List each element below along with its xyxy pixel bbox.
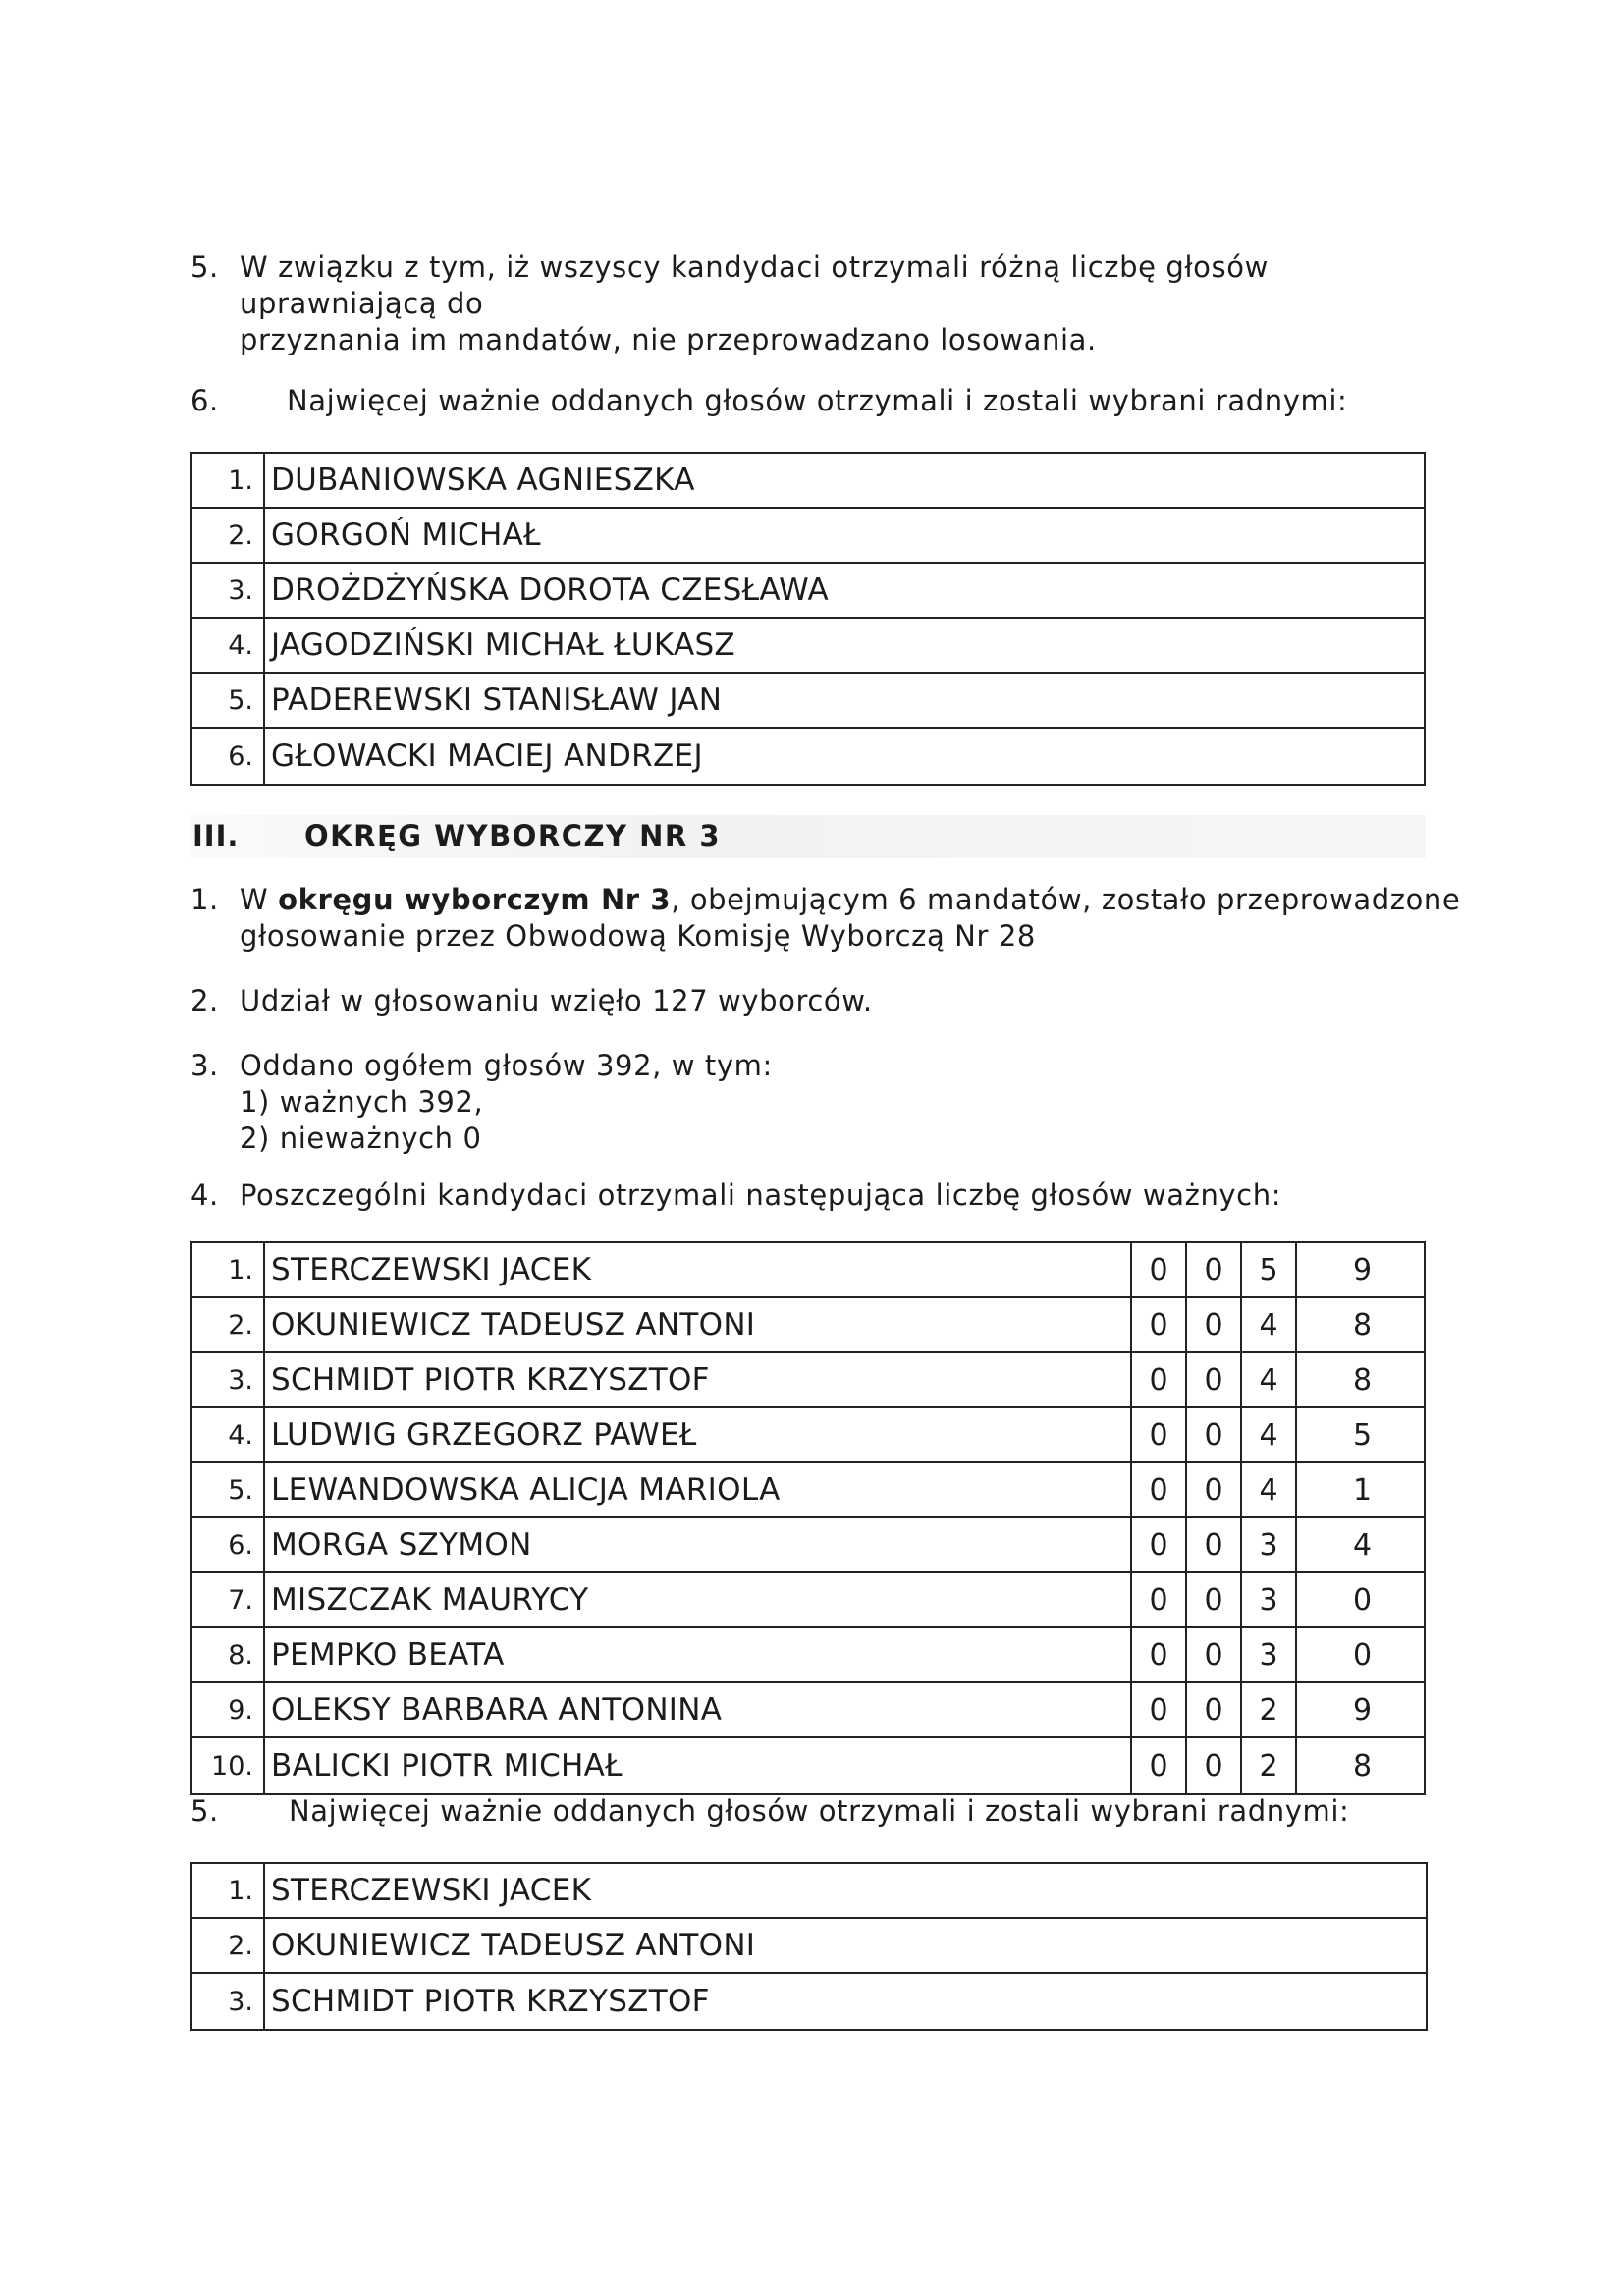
paragraph-number: 4.	[190, 1178, 219, 1212]
elected-councillors-table	[190, 1862, 1428, 2031]
candidate-name: DROŻDŻYŃSKA DOROTA CZESŁAWA	[271, 573, 829, 608]
paragraph-1-district-info	[190, 882, 1467, 955]
vote-digit: 3	[1240, 1518, 1295, 1571]
row-number: 1.	[192, 1243, 265, 1296]
candidate-name: LEWANDOWSKA ALICJA MARIOLA	[271, 1472, 781, 1507]
vote-digit: 0	[1130, 1628, 1185, 1681]
paragraph-5-no-draw	[190, 249, 1467, 358]
vote-digit: 0	[1185, 1243, 1240, 1296]
candidate-name: PEMPKO BEATA	[271, 1637, 505, 1672]
vote-digit: 0	[1130, 1353, 1185, 1406]
paragraph-2-turnout	[190, 983, 1467, 1019]
vote-digit: 2	[1240, 1738, 1295, 1793]
vote-digit: 0	[1130, 1463, 1185, 1516]
paragraph-text-line-1: W związku z tym, iż wszyscy kandydaci otrzymali różną liczbę głosów uprawniającą do	[240, 250, 1269, 320]
table-row	[192, 1298, 1424, 1353]
table-row	[192, 1974, 1426, 2029]
candidate-name: JAGODZIŃSKI MICHAŁ ŁUKASZ	[271, 628, 735, 663]
vote-digit: 0	[1185, 1298, 1240, 1351]
paragraph-text-line-2: głosowanie przez Obwodową Komisję Wyborczą Nr 28	[240, 919, 1036, 953]
paragraph-number: 5.	[190, 250, 219, 284]
elected-councillors-table	[190, 452, 1426, 786]
row-number: 6.	[192, 729, 265, 784]
section-header	[190, 815, 1426, 858]
vote-digit: 0	[1130, 1518, 1185, 1571]
row-number: 2.	[192, 1919, 265, 1972]
vote-digit: 4	[1240, 1463, 1295, 1516]
vote-digit: 0	[1185, 1518, 1240, 1571]
vote-digit: 8	[1295, 1298, 1428, 1351]
row-number: 4.	[192, 1408, 265, 1461]
vote-digit: 0	[1185, 1628, 1240, 1681]
row-number: 1.	[192, 1864, 265, 1917]
paragraph-4-candidate-votes	[190, 1177, 1467, 1214]
table-row	[192, 619, 1424, 674]
table-row	[192, 1628, 1424, 1683]
text-segment: W	[240, 883, 279, 916]
row-number: 4.	[192, 619, 265, 672]
paragraph-text: Najwięcej ważnie oddanych głosów otrzymali i zostali wybrani radnymi:	[287, 384, 1348, 417]
vote-digit: 9	[1295, 1683, 1428, 1736]
table-row	[192, 674, 1424, 729]
table-row	[192, 1738, 1424, 1793]
candidate-name: STERCZEWSKI JACEK	[271, 1873, 592, 1908]
paragraph-text-line-1	[240, 882, 1467, 918]
vote-digit: 8	[1295, 1353, 1428, 1406]
table-row	[192, 729, 1424, 784]
vote-digit: 0	[1130, 1573, 1185, 1626]
vote-digit: 0	[1185, 1683, 1240, 1736]
candidate-name: STERCZEWSKI JACEK	[271, 1252, 592, 1287]
valid-votes-line: 1) ważnych 392,	[240, 1085, 484, 1119]
paragraph-6-elected-intro	[190, 383, 1467, 419]
paragraph-number: 1.	[190, 883, 219, 916]
vote-digit: 1	[1295, 1463, 1428, 1516]
paragraph-text: Poszczególni kandydaci otrzymali następująca liczbę głosów ważnych:	[240, 1178, 1282, 1212]
vote-digit: 5	[1295, 1408, 1428, 1461]
vote-digit: 4	[1295, 1518, 1428, 1571]
paragraph-number: 6.	[190, 384, 219, 417]
candidate-votes-table	[190, 1241, 1426, 1795]
table-row	[192, 1243, 1424, 1298]
invalid-votes-line: 2) nieważnych 0	[240, 1121, 482, 1155]
text-segment: , obejmującym 6 mandatów, zostało przeprowadzone	[671, 883, 1461, 916]
vote-digit: 0	[1185, 1738, 1240, 1793]
candidate-name: MORGA SZYMON	[271, 1527, 532, 1562]
vote-digit: 0	[1130, 1298, 1185, 1351]
row-number: 1.	[192, 454, 265, 507]
vote-digit: 0	[1295, 1628, 1428, 1681]
vote-digit: 9	[1295, 1243, 1428, 1296]
row-number: 3.	[192, 1974, 265, 2029]
candidate-name: DUBANIOWSKA AGNIESZKA	[271, 463, 695, 498]
vote-digit: 8	[1295, 1738, 1428, 1793]
row-number: 5.	[192, 1463, 265, 1516]
table-row	[192, 1864, 1426, 1919]
section-title: OKRĘG WYBORCZY NR 3	[304, 819, 722, 852]
table-row	[192, 1919, 1426, 1974]
paragraph-number: 2.	[190, 984, 219, 1017]
table-row	[192, 1353, 1424, 1408]
paragraph-5-elected-intro	[190, 1793, 1467, 1830]
candidate-name: OLEKSY BARBARA ANTONINA	[271, 1692, 723, 1727]
row-number: 2.	[192, 1298, 265, 1351]
row-number: 10.	[192, 1738, 265, 1793]
row-number: 2.	[192, 509, 265, 562]
candidate-name: OKUNIEWICZ TADEUSZ ANTONI	[271, 1928, 756, 1963]
row-number: 6.	[192, 1518, 265, 1571]
section-number: III.	[192, 819, 240, 852]
candidate-name: OKUNIEWICZ TADEUSZ ANTONI	[271, 1307, 756, 1342]
candidate-name: MISZCZAK MAURYCY	[271, 1582, 589, 1617]
row-number: 3.	[192, 564, 265, 617]
table-row	[192, 1408, 1424, 1463]
vote-digit: 0	[1130, 1683, 1185, 1736]
vote-digit: 0	[1130, 1408, 1185, 1461]
paragraph-text-line-2: przyznania im mandatów, nie przeprowadzano losowania.	[240, 323, 1097, 356]
paragraph-3-votes-cast	[190, 1048, 1467, 1157]
table-row	[192, 454, 1424, 509]
paragraph-text: Najwięcej ważnie oddanych głosów otrzymali i zostali wybrani radnymi:	[289, 1794, 1350, 1828]
vote-digit: 0	[1185, 1573, 1240, 1626]
table-row	[192, 1518, 1424, 1573]
table-row	[192, 1683, 1424, 1738]
vote-digit: 3	[1240, 1628, 1295, 1681]
vote-digit: 0	[1295, 1573, 1428, 1626]
table-row	[192, 1573, 1424, 1628]
candidate-name: LUDWIG GRZEGORZ PAWEŁ	[271, 1417, 697, 1452]
paragraph-number: 5.	[190, 1794, 219, 1828]
candidate-name: SCHMIDT PIOTR KRZYSZTOF	[271, 1362, 710, 1397]
row-number: 7.	[192, 1573, 265, 1626]
table-row	[192, 564, 1424, 619]
vote-digit: 4	[1240, 1408, 1295, 1461]
paragraph-number: 3.	[190, 1049, 219, 1082]
vote-digit: 2	[1240, 1683, 1295, 1736]
candidate-name: BALICKI PIOTR MICHAŁ	[271, 1748, 623, 1783]
vote-digit: 0	[1130, 1243, 1185, 1296]
table-row	[192, 509, 1424, 564]
row-number: 9.	[192, 1683, 265, 1736]
row-number: 5.	[192, 674, 265, 727]
vote-digit: 0	[1185, 1408, 1240, 1461]
candidate-name: PADEREWSKI STANISŁAW JAN	[271, 683, 723, 718]
candidate-name: GORGOŃ MICHAŁ	[271, 518, 541, 553]
candidate-name: SCHMIDT PIOTR KRZYSZTOF	[271, 1984, 710, 2019]
candidate-name: GŁOWACKI MACIEJ ANDRZEJ	[271, 738, 703, 774]
paragraph-text: Udział w głosowaniu wzięło 127 wyborców.	[240, 984, 873, 1017]
vote-digit: 0	[1185, 1463, 1240, 1516]
vote-digit: 4	[1240, 1298, 1295, 1351]
row-number: 3.	[192, 1353, 265, 1406]
vote-digit: 0	[1130, 1738, 1185, 1793]
vote-digit: 3	[1240, 1573, 1295, 1626]
vote-digit: 4	[1240, 1353, 1295, 1406]
vote-digit: 5	[1240, 1243, 1295, 1296]
paragraph-text: Oddano ogółem głosów 392, w tym:	[240, 1049, 773, 1082]
bold-text-segment: okręgu wyborczym Nr 3	[278, 883, 672, 916]
row-number: 8.	[192, 1628, 265, 1681]
table-row	[192, 1463, 1424, 1518]
vote-digit: 0	[1185, 1353, 1240, 1406]
